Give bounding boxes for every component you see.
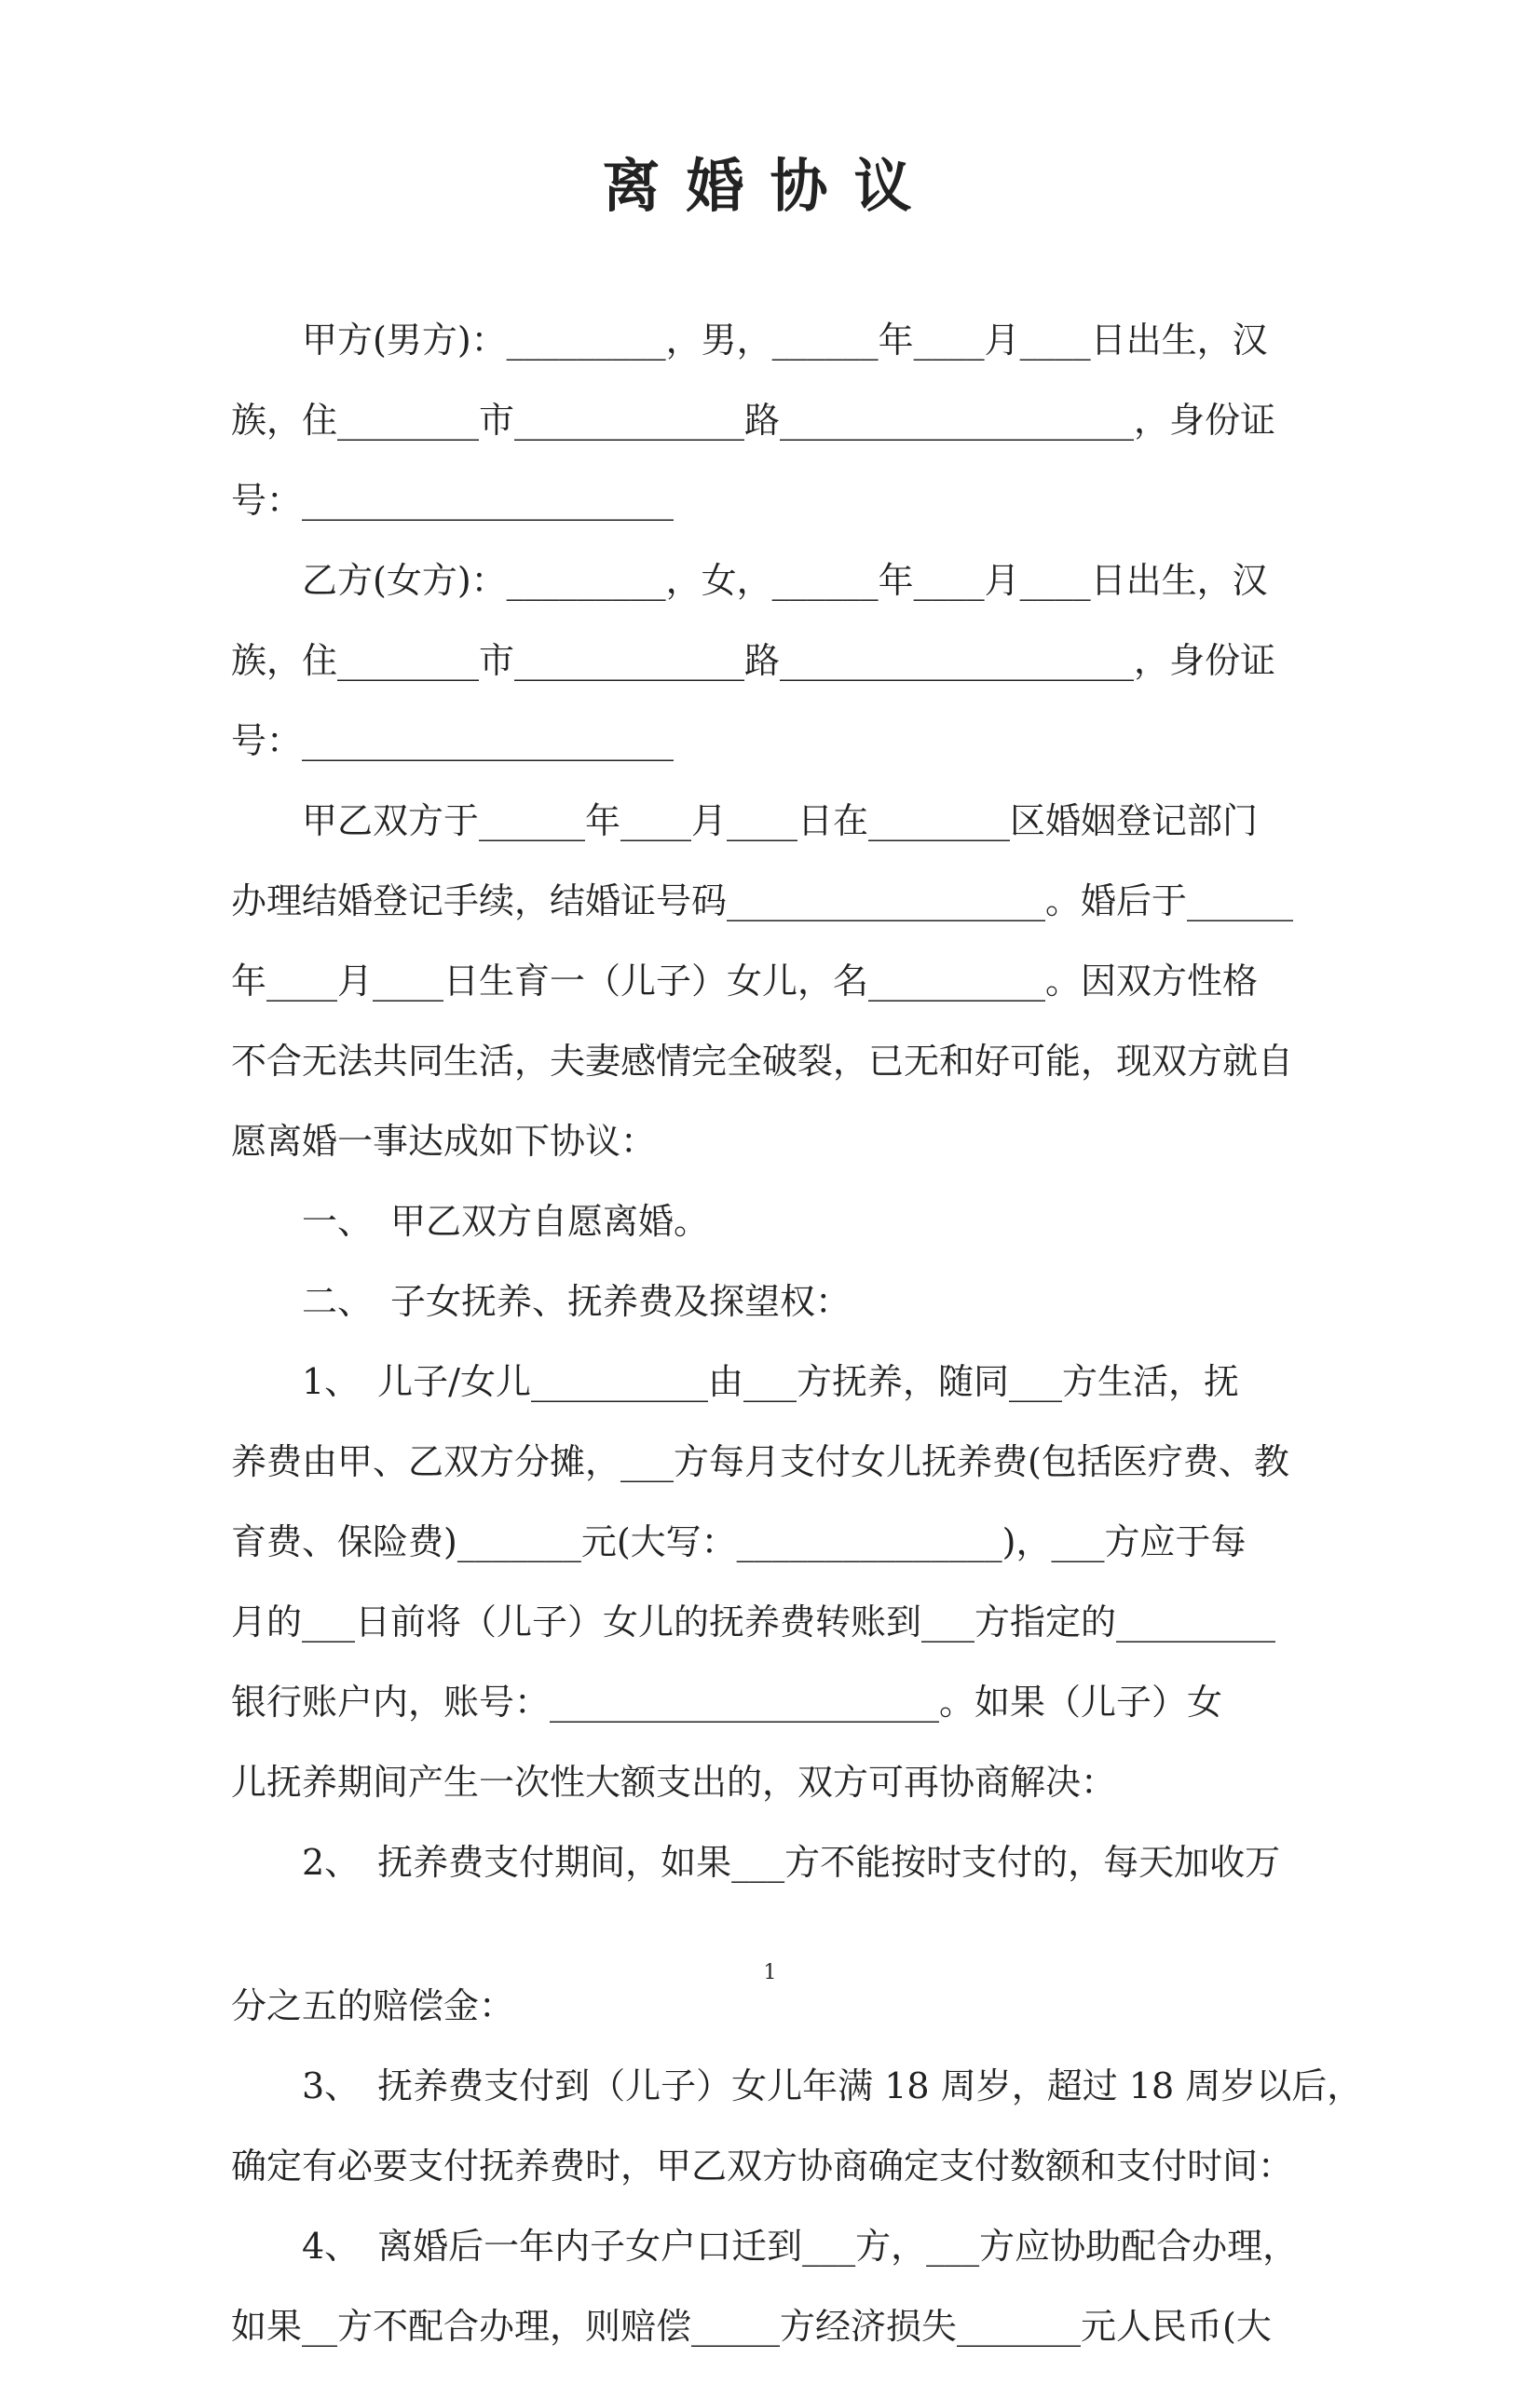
paragraph-line: 4、 离婚后一年内子女户口迁到___方，___方应协助配合办理， [231,2226,1299,2267]
paragraph-line: 育费、保险费)_______元(大写：_______________)，___方应于每 [231,1521,1247,1562]
paragraph-line: 养费由甲、乙双方分摊，___方每月支付女儿抚养费(包括医疗费、教 [231,1441,1289,1482]
paragraph-line: 愿离婚一事达成如下协议： [231,1121,657,1162]
paragraph-line: 办理结婚登记手续，结婚证号码__________________。婚后于______ [231,880,1294,921]
paragraph-line: 3、 抚养费支付到（儿子）女儿年满 18 周岁，超过 18 周岁以后， [231,2065,1363,2106]
paragraph-line: 号：_____________________ [231,720,675,761]
paragraph-line: 银行账户内，账号：______________________。如果（儿子）女 [231,1682,1223,1723]
paragraph-line: 族，住________市_____________路____________________，身份证 [231,400,1276,441]
section-heading: 一、 甲乙双方自愿离婚。 [231,1201,710,1242]
paragraph-line: 不合无法共同生活，夫妻感情完全破裂，已无和好可能，现双方就自 [231,1041,1294,1082]
page-number: 1 [763,1961,777,1984]
paragraph-line: 2、 抚养费支付期间，如果___方不能按时支付的，每天加收万 [231,1842,1281,1883]
section-heading: 二、 子女抚养、抚养费及探望权： [231,1281,852,1322]
paragraph-line: 确定有必要支付抚养费时，甲乙双方协商确定支付数额和支付时间： [231,2146,1294,2187]
paragraph-line: 甲方(男方)：_________，男，______年____月____日出生，汉 [231,320,1268,361]
paragraph-line: 甲乙双方于______年____月____日在________区婚姻登记部门 [231,800,1259,841]
paragraph-line: 乙方(女方)：_________，女，______年____月____日出生，汉 [231,560,1268,601]
document-title: 离婚协议 [602,152,938,220]
paragraph-line: 如果__方不配合办理，则赔偿_____方经济损失_______元人民币(大 [231,2306,1272,2347]
paragraph-line: 族，住________市_____________路____________________，身份证 [231,640,1276,681]
paragraph-line: 分之五的赔偿金： [231,1985,515,2026]
paragraph-line: 儿抚养期间产生一次性大额支出的，双方可再协商解决： [231,1762,1117,1803]
paragraph-line: 年____月____日生育一（儿子）女儿，名__________。因双方性格 [231,961,1259,1002]
paragraph-line: 号：_____________________ [231,480,675,521]
paragraph-line: 月的___日前将（儿子）女儿的抚养费转账到___方指定的_________ [231,1601,1276,1642]
paragraph-line: 1、 儿子/女儿__________由___方抚养，随同___方生活，抚 [231,1361,1239,1402]
